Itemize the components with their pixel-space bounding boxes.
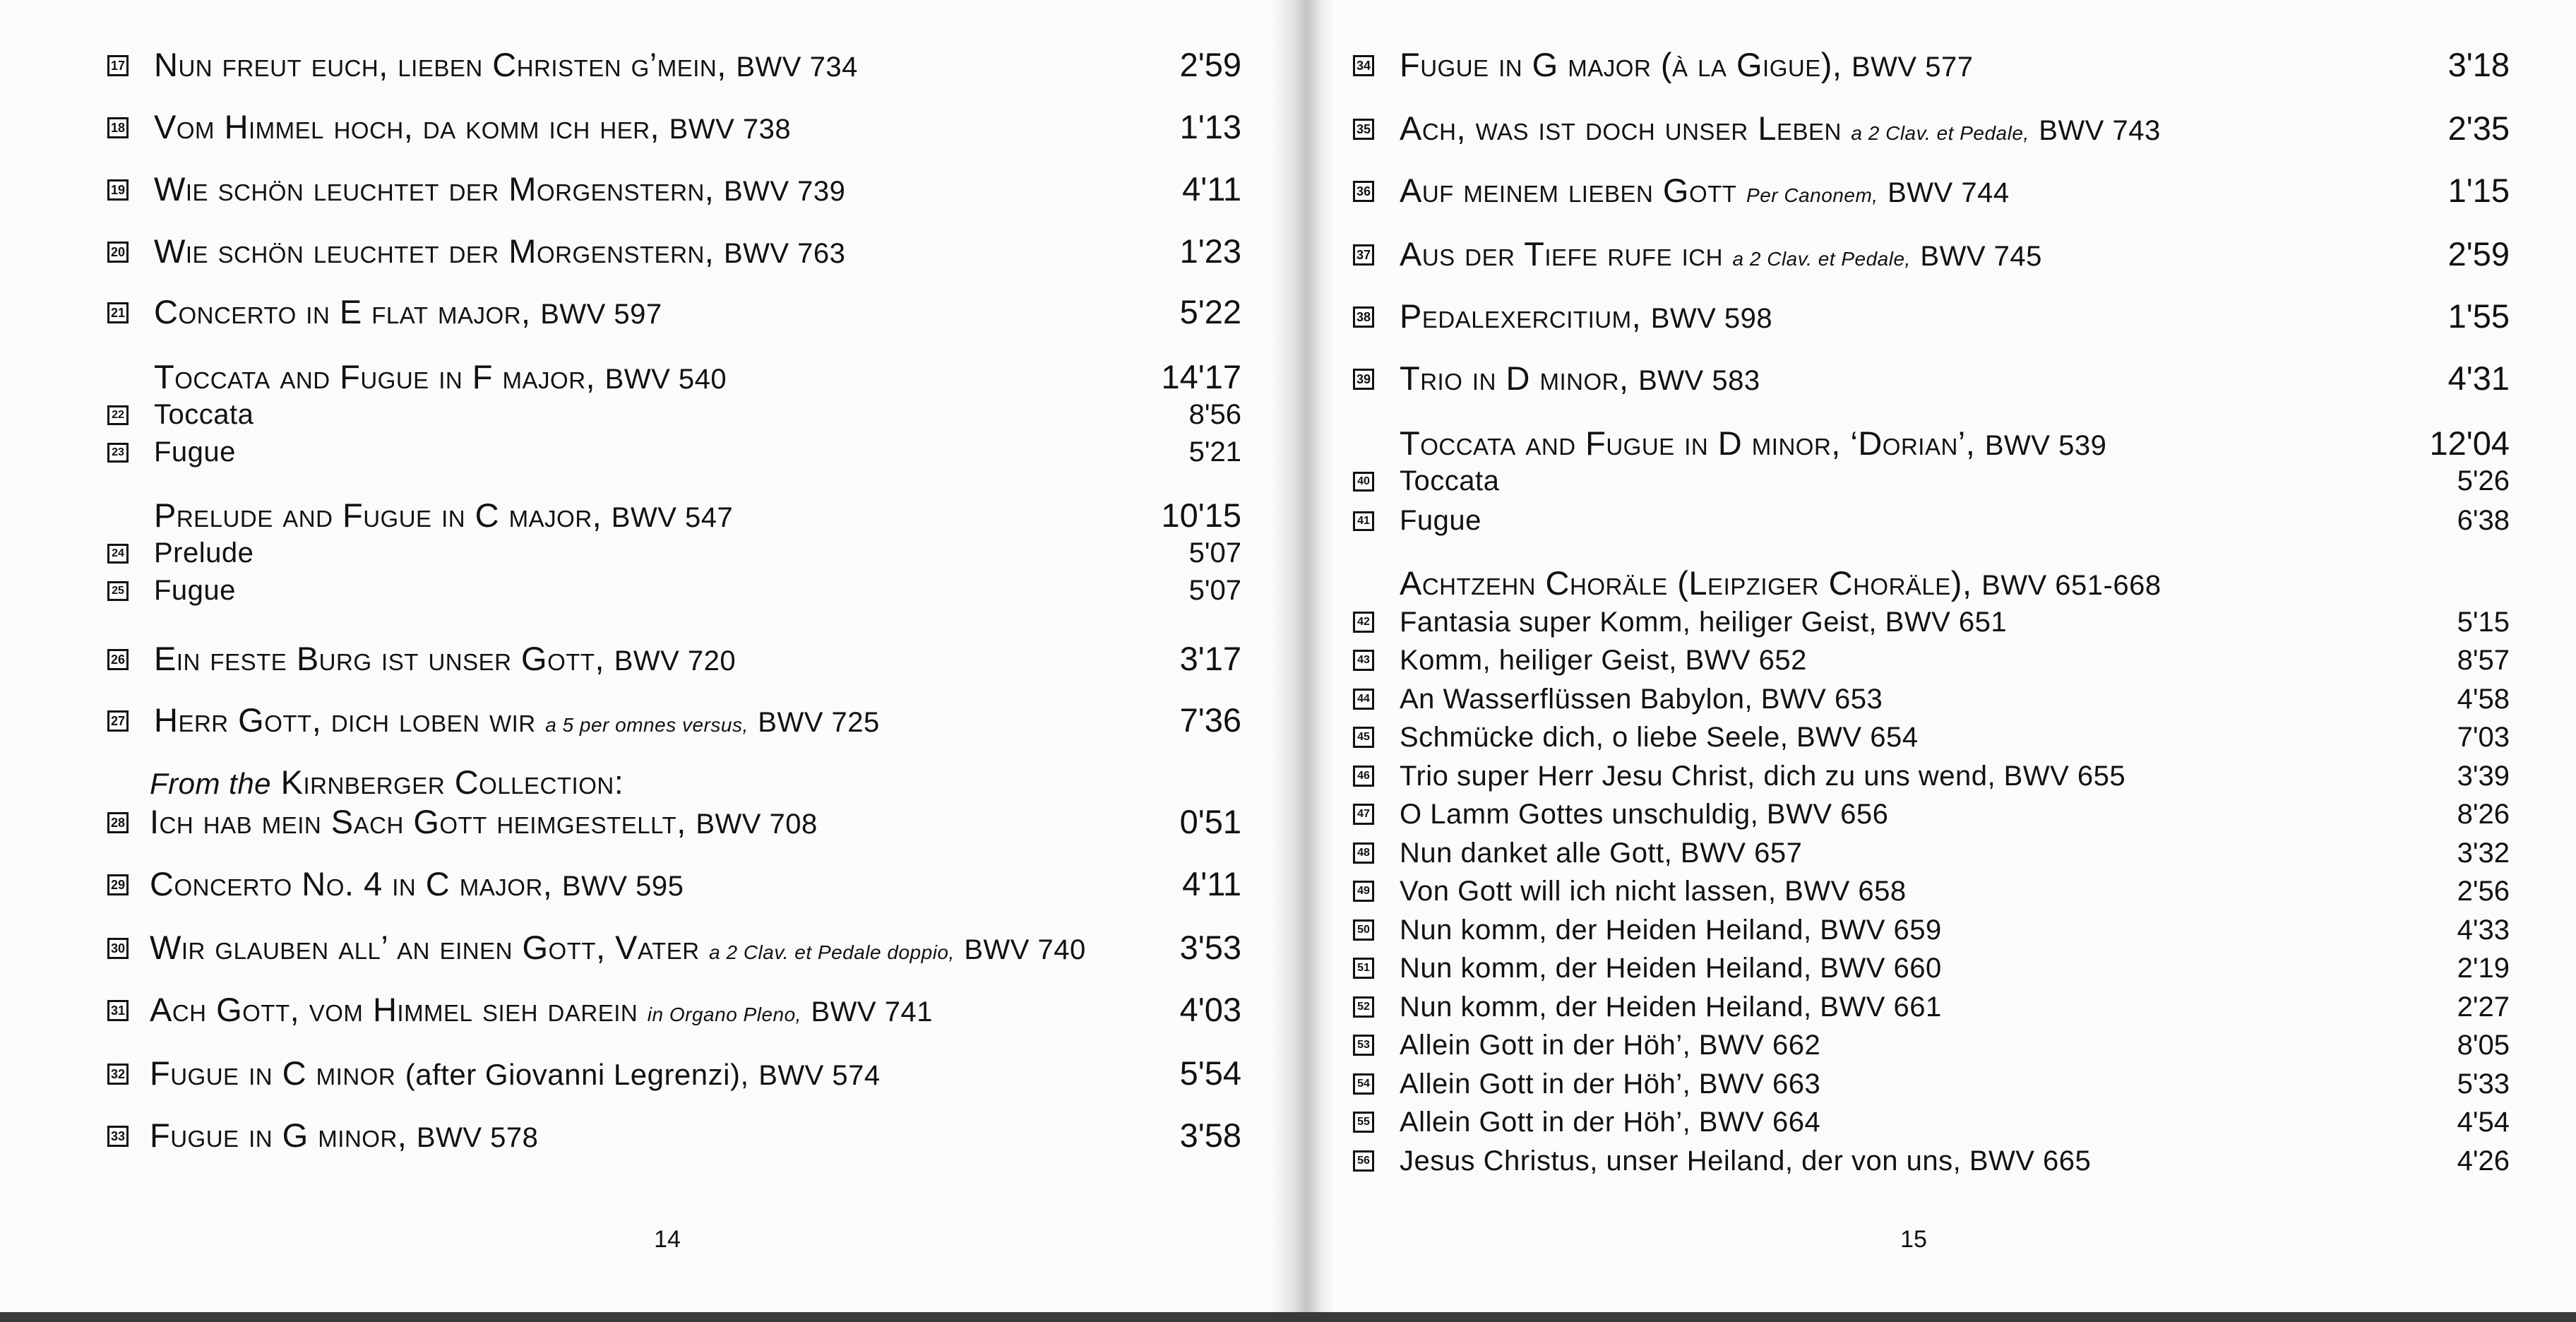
movement-duration: 5'07: [1188, 537, 1241, 568]
track-title: [150, 989, 933, 1036]
work-bwv: BWV 540: [604, 364, 727, 395]
track-row: [107, 1052, 1241, 1092]
track-row: [1353, 44, 2510, 83]
track-number: 21: [107, 302, 129, 323]
track-number: 27: [107, 710, 129, 732]
track-row: [107, 699, 1241, 739]
collection-heading: [107, 761, 1241, 801]
track-duration: 4'11: [1182, 865, 1241, 903]
page-number: 15: [1900, 1226, 1927, 1253]
work-title-text: Toccata and Fugue in F major,: [154, 358, 596, 395]
chorale-row: [1353, 680, 2510, 718]
track-bwv: BWV 743: [2039, 115, 2161, 146]
chorale-title: Allein Gott in der Höh’, BWV 664: [1400, 1107, 1821, 1138]
movement-title: Fugue: [1400, 505, 1481, 536]
track-number: 20: [107, 242, 129, 263]
chorale-row: [1353, 795, 2510, 833]
left-page: [0, 0, 1288, 1312]
track-duration: 1'13: [1179, 108, 1241, 145]
chorale-title: Jesus Christus, unser Heiland, der von uns, BWV 665: [1400, 1145, 2092, 1177]
work-title: [1400, 422, 2106, 467]
track-number: 19: [107, 179, 129, 201]
track-title: [1400, 233, 2042, 280]
track-title-text: Vom Himmel hoch, da komm ich her,: [154, 108, 660, 145]
chorale-title: Nun komm, der Heiden Heiland, BWV 660: [1400, 953, 1942, 984]
movement-duration: 8'56: [1188, 399, 1241, 430]
chorale-duration: 5'15: [2457, 607, 2510, 638]
movement-title: Fugue: [154, 436, 236, 468]
track-row: [107, 801, 1241, 840]
work-duration: 14'17: [1161, 358, 1241, 395]
track-bwv: BWV 725: [758, 707, 880, 738]
track-duration: 2'35: [2447, 109, 2510, 147]
track-title-text: Pedalexercitium,: [1400, 297, 1642, 335]
chorale-row: [1353, 1065, 2510, 1103]
movement-row: [107, 573, 1241, 608]
track-duration: 2'59: [2447, 235, 2510, 273]
track-note: in Organo Pleno,: [647, 1004, 801, 1025]
track-number: 38: [1353, 306, 1374, 328]
chorale-title: O Lamm Gottes unschuldig, BWV 656: [1400, 799, 1889, 830]
chorale-row: [1353, 603, 2510, 641]
chorale-row: [1353, 872, 2510, 910]
track-title-text: Fugue in G minor,: [150, 1116, 407, 1154]
track-title: [1400, 169, 2010, 217]
track-bwv: BWV 578: [416, 1122, 539, 1153]
track-duration: 4'31: [2447, 359, 2510, 397]
track-note: Per Canonem,: [1746, 184, 1878, 206]
work-title-text: Toccata and Fugue in D minor, ‘Dorian’,: [1400, 424, 1976, 462]
track-note: a 2 Clav. et Pedale,: [1732, 248, 1911, 270]
track-note: a 5 per omnes versus,: [545, 714, 749, 736]
track-bwv: BWV 577: [1852, 52, 1974, 83]
track-title: [1400, 44, 1973, 88]
track-number: 31: [107, 1000, 129, 1021]
chorale-title: Nun danket alle Gott, BWV 657: [1400, 838, 1803, 869]
track-title: [154, 291, 662, 335]
track-title: [150, 801, 818, 845]
track-number: 48: [1353, 842, 1374, 864]
track-duration: 1'23: [1179, 232, 1241, 270]
chorale-title: Nun komm, der Heiden Heiland, BWV 661: [1400, 992, 1942, 1023]
chorale-title: Trio super Herr Jesu Christ, dich zu uns wend, BWV 655: [1400, 761, 2126, 792]
track-number: 40: [1353, 472, 1374, 492]
track-row: [1353, 357, 2510, 397]
chorale-duration: 8'57: [2457, 645, 2510, 676]
movement-duration: 5'21: [1188, 436, 1241, 468]
track-bwv: BWV 720: [614, 645, 737, 677]
chorale-row: [1353, 1142, 2510, 1180]
chorale-title: Schmücke dich, o liebe Seele, BWV 654: [1400, 722, 1919, 753]
track-title: [154, 699, 880, 746]
track-title: [154, 168, 845, 213]
chorale-title: Nun komm, der Heiden Heiland, BWV 659: [1400, 915, 1942, 946]
track-row: [107, 168, 1241, 208]
track-bwv: BWV 734: [736, 52, 858, 83]
track-title-text: Fugue in C minor: [150, 1054, 396, 1092]
movement-row: [107, 397, 1241, 432]
track-bwv: BWV 745: [1920, 241, 2042, 272]
chorale-row: [1353, 988, 2510, 1026]
track-bwv: BWV 740: [964, 934, 1086, 965]
track-title-text: Ach Gott, vom Himmel sieh darein: [150, 991, 638, 1028]
track-number: 18: [107, 117, 129, 138]
chorale-title: Allein Gott in der Höh’, BWV 663: [1400, 1068, 1821, 1100]
track-row: [107, 989, 1241, 1028]
track-duration: 2'59: [1179, 46, 1241, 83]
track-number: 44: [1353, 689, 1374, 710]
book-gutter-shadow: [1271, 0, 1335, 1312]
track-number: 55: [1353, 1112, 1374, 1133]
right-page: [1288, 0, 2576, 1312]
track-duration: 7'36: [1179, 701, 1241, 739]
work-bwv: BWV 547: [611, 502, 734, 533]
track-title-text: Aus der Tiefe rufe ich: [1400, 235, 1723, 273]
track-number: 41: [1353, 511, 1374, 531]
chorale-duration: 4'58: [2457, 684, 2510, 715]
track-number: 50: [1353, 919, 1374, 941]
work-duration: 10'15: [1161, 496, 1241, 534]
track-title-text: Ich hab mein Sach Gott heimgestellt,: [150, 803, 686, 840]
track-bwv: BWV 741: [811, 996, 933, 1028]
track-title-text: Nun freut euch, lieben Christen g’mein,: [154, 46, 727, 83]
track-duration: 3'58: [1179, 1116, 1241, 1154]
track-number: 43: [1353, 650, 1374, 671]
chorale-duration: 3'32: [2457, 838, 2510, 869]
work-title: [1400, 562, 2161, 607]
movement-duration: 6'38: [2457, 505, 2510, 536]
track-bwv: BWV 708: [696, 809, 818, 840]
track-row: [107, 1114, 1241, 1154]
track-title-text: Wir glauben all’ an einen Gott, Vater: [150, 929, 700, 966]
track-duration: 0'51: [1179, 803, 1241, 840]
track-title-text: Trio in D minor,: [1400, 359, 1629, 397]
collection-name: Kirnberger Collection:: [280, 763, 624, 801]
chorale-duration: 3'39: [2457, 761, 2510, 792]
track-bwv: BWV 598: [1650, 303, 1773, 334]
work-bwv: BWV 539: [1984, 430, 2107, 461]
track-title: [150, 1052, 881, 1097]
track-title: [154, 106, 791, 150]
track-title: [1400, 107, 2161, 155]
track-title: [1400, 295, 1772, 340]
chorale-duration: 8'05: [2457, 1030, 2510, 1061]
chorale-duration: 4'26: [2457, 1145, 2510, 1177]
work-heading: [1353, 422, 2510, 462]
track-row: [107, 106, 1241, 145]
track-number: 29: [107, 874, 129, 895]
track-duration: 4'11: [1182, 170, 1241, 208]
chorale-row: [1353, 1103, 2510, 1141]
chorale-title: Fantasia super Komm, heiliger Geist, BWV 651: [1400, 607, 2008, 638]
movement-row: [107, 434, 1241, 470]
movement-title: Toccata: [1400, 465, 1500, 496]
chorale-duration: 7'03: [2457, 722, 2510, 753]
chorale-row: [1353, 834, 2510, 872]
track-number: 24: [107, 544, 129, 564]
track-row: [107, 927, 1241, 966]
track-number: 36: [1353, 181, 1374, 202]
movement-title: Fugue: [154, 575, 236, 606]
track-number: 47: [1353, 804, 1374, 825]
movement-duration: 5'26: [2457, 465, 2510, 496]
chorale-row: [1353, 911, 2510, 949]
track-duration: 1'15: [2447, 172, 2510, 209]
track-number: 17: [107, 55, 129, 76]
chorale-row: [1353, 757, 2510, 795]
work-bwv: BWV 651-668: [1981, 570, 2161, 601]
track-duration: 3'53: [1179, 929, 1241, 966]
track-title: [150, 863, 684, 907]
track-title-text: Herr Gott, dich loben wir: [154, 701, 536, 739]
track-bwv: BWV 738: [669, 114, 792, 145]
track-title-text: Concerto in E flat major,: [154, 293, 531, 330]
chorale-duration: 4'33: [2457, 915, 2510, 946]
work-title-text: Prelude and Fugue in C major,: [154, 496, 602, 534]
track-bwv: BWV 574: [758, 1060, 881, 1091]
track-title-text: Auf meinem lieben Gott: [1400, 172, 1737, 209]
chorale-duration: 4'54: [2457, 1107, 2510, 1138]
track-number: 42: [1353, 612, 1374, 633]
chorale-duration: 5'33: [2457, 1068, 2510, 1100]
track-duration: 4'03: [1179, 991, 1241, 1028]
track-bwv: BWV 597: [540, 299, 662, 330]
chorale-title: An Wasserflüssen Babylon, BWV 653: [1400, 684, 1883, 715]
track-number: 54: [1353, 1073, 1374, 1095]
chorale-row: [1353, 718, 2510, 756]
chorale-row: [1353, 1026, 2510, 1064]
track-duration: 5'22: [1179, 293, 1241, 330]
track-number: 30: [107, 938, 129, 959]
track-title: [154, 638, 736, 682]
work-title: [154, 356, 727, 400]
track-number: 25: [107, 581, 129, 601]
work-heading: [107, 494, 1241, 534]
track-row: [107, 291, 1241, 330]
track-title-text: Ein feste Burg ist unser Gott,: [154, 640, 605, 677]
chorale-title: Allein Gott in der Höh’, BWV 662: [1400, 1030, 1821, 1061]
movement-duration: 5'07: [1188, 575, 1241, 606]
track-title: [154, 44, 858, 88]
track-title-text: Concerto No. 4 in C major,: [150, 865, 553, 903]
track-note: a 2 Clav. et Pedale doppio,: [709, 941, 955, 963]
track-number: 45: [1353, 727, 1374, 748]
track-title-text: Ach, was ist doch unser Leben: [1400, 109, 1842, 147]
track-row: [107, 230, 1241, 270]
chorale-row: [1353, 949, 2510, 987]
track-note: (after Giovanni Legrenzi),: [405, 1058, 749, 1091]
scan-edge: [0, 1312, 2576, 1322]
track-duration: 1'55: [2447, 297, 2510, 335]
track-bwv: BWV 583: [1638, 365, 1760, 396]
track-title-text: Fugue in G major (à la Gigue),: [1400, 46, 1842, 83]
track-row: [1353, 233, 2510, 273]
track-number: 46: [1353, 766, 1374, 787]
track-number: 49: [1353, 881, 1374, 902]
track-row: [107, 44, 1241, 83]
chorale-title: Von Gott will ich nicht lassen, BWV 658: [1400, 876, 1907, 907]
track-row: [107, 863, 1241, 903]
track-title-text: Wie schön leuchtet der Morgenstern,: [154, 170, 715, 208]
track-row: [1353, 107, 2510, 147]
track-duration: 3'18: [2447, 46, 2510, 83]
chorale-duration: 2'19: [2457, 953, 2510, 984]
work-heading: [107, 356, 1241, 395]
chorale-title: Komm, heiliger Geist, BWV 652: [1400, 645, 1807, 676]
track-row: [1353, 169, 2510, 209]
track-number: 32: [107, 1064, 129, 1085]
track-number: 26: [107, 649, 129, 670]
chorale-duration: 2'27: [2457, 992, 2510, 1023]
track-number: 37: [1353, 244, 1374, 266]
track-number: 52: [1353, 996, 1374, 1018]
collection-prefix: From the: [150, 767, 272, 800]
track-number: 34: [1353, 55, 1374, 76]
chorale-row: [1353, 641, 2510, 679]
track-title: [150, 927, 1086, 974]
track-number: 51: [1353, 958, 1374, 979]
work-title: [154, 494, 733, 539]
work-heading: [1353, 562, 2510, 602]
track-number: 28: [107, 812, 129, 833]
movement-row: [107, 535, 1241, 571]
track-number: 35: [1353, 119, 1374, 140]
track-number: 56: [1353, 1150, 1374, 1172]
track-number: 53: [1353, 1035, 1374, 1056]
track-bwv: BWV 739: [723, 176, 846, 207]
track-number: 22: [107, 405, 129, 425]
page-number: 14: [654, 1226, 681, 1253]
track-bwv: BWV 595: [561, 871, 684, 902]
track-note: a 2 Clav. et Pedale,: [1851, 122, 2029, 144]
chorale-duration: 8'26: [2457, 799, 2510, 830]
chorale-duration: 2'56: [2457, 876, 2510, 907]
track-duration: 5'54: [1179, 1054, 1241, 1092]
track-number: 23: [107, 443, 129, 463]
movement-title: Toccata: [154, 399, 254, 430]
track-duration: 3'17: [1179, 640, 1241, 677]
movement-row: [1353, 503, 2510, 538]
track-title: [154, 230, 845, 275]
track-title: [1400, 357, 1760, 402]
movement-row: [1353, 463, 2510, 499]
collection-title: [150, 761, 624, 805]
track-bwv: BWV 744: [1888, 177, 2010, 208]
track-row: [1353, 295, 2510, 335]
track-title-text: Wie schön leuchtet der Morgenstern,: [154, 232, 715, 270]
movement-title: Prelude: [154, 537, 254, 568]
work-duration: 12'04: [2429, 424, 2510, 462]
track-bwv: BWV 763: [723, 238, 846, 269]
track-row: [107, 638, 1241, 677]
work-title-text: Achtzehn Choräle (Leipziger Choräle),: [1400, 564, 1972, 602]
track-number: 33: [107, 1126, 129, 1147]
track-number: 39: [1353, 369, 1374, 390]
track-title: [150, 1114, 538, 1159]
